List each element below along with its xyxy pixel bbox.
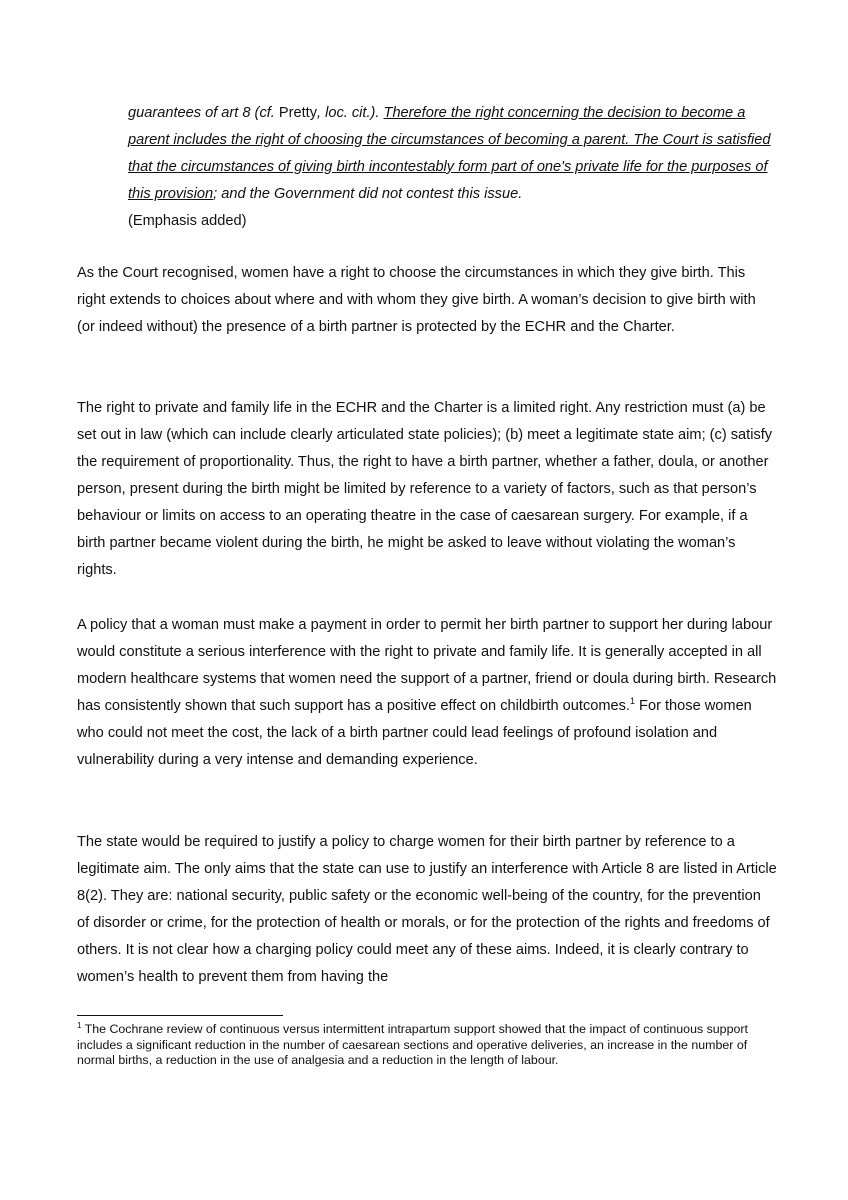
quote-text: guarantees of art 8 ( — [128, 105, 260, 121]
footnote-divider — [77, 1015, 283, 1016]
quote-case-name: Pretty — [274, 105, 318, 121]
paragraph-limited-right: The right to private and family life in the ECHR and the Charter is a limited right. Any restriction must (a) be set out in law (which can include clearly articulated state policies); (b) meet a legitimate state aim; (c) satisfy the requirement of proportionality. Thus, the right to have a birth partner, whether a father, doula, or another person, present during the birth might be limited by reference to a variety of factors, such as that person’s behaviour or limits on access to an operating theatre in the case of caesarean surgery. For example, if a birth partner became violent during the birth, he might be asked to leave without violating the woman’s rights. — [77, 400, 773, 578]
footnote-reference[interactable]: 1 — [629, 696, 635, 707]
paragraph-text: A policy that a woman must make a payment in order to permit her birth partner to support her during labour would constitute a serious interference with the right to private and family life. It is generally accepted in all modern healthcare systems that women need the support of a partner, friend or doula during birth. Research has consistently shown that such support has a positive effect on childbirth outcomes. — [77, 617, 777, 714]
paragraph-right-to-choose: As the Court recognised, women have a right to choose the circumstances in which they give birth. This right extends to choices about where and with whom they give birth. A woman’s decision to give birth with (or indeed without) the presence of a birth partner is protected by the ECHR and the Charter. — [77, 265, 756, 335]
quote-cf: cf. — [259, 105, 275, 121]
emphasis-note: (Emphasis added) — [128, 213, 247, 229]
paragraph-text: For those women who could not meet the cost, the lack of a birth partner could lead feelings of profound isolation and vulnerability during a very intense and demanding experience. — [77, 698, 752, 768]
quote-emphasised-text: Therefore the right concerning the decision to become a parent includes the right of choosing the circumstances of becoming a parent. The Court is satisfied that the circumstances of giving birth incontestably form part of one's private life for the purposes of this provision — [128, 105, 771, 202]
footnote-number: 1 — [77, 1020, 82, 1030]
footnote — [77, 1022, 767, 1069]
paragraph-legitimate-aim: The state would be required to justify a policy to charge women for their birth partner by reference to a legitimate aim. The only aims that the state can use to justify an interference with Article 8 are listed in Article 8(2). They are: national security, public safety or the economic well-being of the country, for the prevention of disorder or crime, for the protection of health or morals, or for the protection of the rights and freedoms of others. It is not clear how a charging policy could meet any of these aims. Indeed, it is clearly contrary to women’s health to prevent them from having the — [77, 834, 777, 985]
quote-text: ). — [370, 105, 384, 121]
quote-text: ; and the Government did not contest this issue. — [213, 186, 523, 202]
paragraph-payment-policy — [77, 612, 777, 774]
court-quote — [128, 100, 778, 235]
quote-loc-cit: loc. cit. — [325, 105, 371, 121]
quote-text: , — [317, 105, 326, 121]
footnote-text: The Cochrane review of continuous versus intermittent intrapartum support showed that the impact of continuous support includes a significant reduction in the number of caesarean sections and operative deliveries, an increase in the number of normal births, a reduction in the use of analgesia and a reduction in the length of labour. — [77, 1022, 748, 1067]
